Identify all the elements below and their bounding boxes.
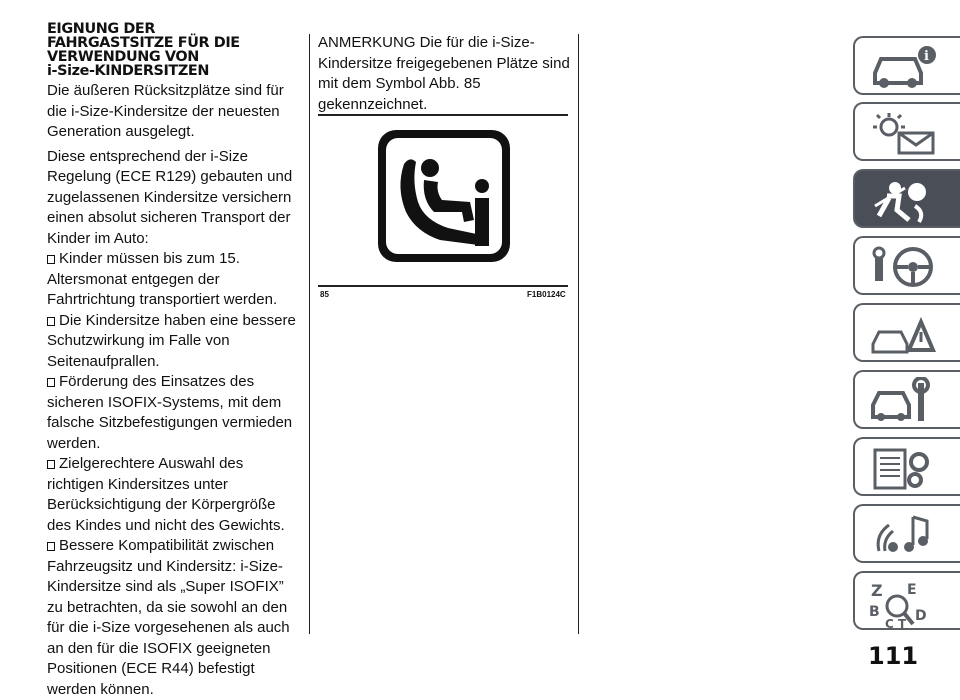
regulation-paragraph: Diese entsprechend der i-Size Regelung (ECE R129) gebauten und zugelassenen Kindersitze versichern einen absolut sicheren Transport der Kinder im Auto: xyxy=(47,147,293,247)
index-icon[interactable] xyxy=(853,571,960,630)
isize-child-seat-icon xyxy=(318,116,568,286)
figure xyxy=(318,116,568,286)
checkbox-bullet-icon xyxy=(47,460,55,469)
figure-bottom-rule xyxy=(318,285,568,287)
bullet-item xyxy=(47,311,299,373)
svg-text:i: i xyxy=(924,49,929,64)
heading-line: i-Size-KINDERSITZEN xyxy=(47,63,209,79)
intro-paragraph: Die äußeren Rücksitzplätze sind für die i-Size-Kindersitze der neuesten Generation ausgelegt. xyxy=(47,82,284,140)
heading-line: EIGNUNG DER xyxy=(47,21,156,37)
left-column xyxy=(47,22,299,700)
column-divider xyxy=(309,34,310,634)
svg-text:D: D xyxy=(915,608,927,624)
airbag-safety-icon[interactable] xyxy=(853,169,960,228)
technical-data-icon[interactable] xyxy=(853,437,960,496)
checkbox-bullet-icon xyxy=(47,255,55,264)
svg-text:Z: Z xyxy=(871,581,883,600)
note-column xyxy=(318,33,580,115)
bullet-text: Bessere Kompatibilität zwischen Fahrzeugsitz und Kindersitz: i-Size-Kindersitze sind als „Super ISOFIX” zu betrachten, da sie sowohl an den für die i-Size vorgesehenen als auch an den für die ISOFIX geeigneten Positionen (ECE R44) befestigt werden können. xyxy=(47,537,290,698)
figure-code: F1B0124C xyxy=(527,290,566,299)
steering-key-icon[interactable] xyxy=(853,236,960,295)
checkbox-bullet-icon xyxy=(47,542,55,551)
svg-text:E: E xyxy=(907,582,917,598)
warning-lights-icon[interactable] xyxy=(853,102,960,161)
column-divider xyxy=(578,34,579,634)
note-text: ANMERKUNG Die für die i-Size-Kindersitze freigegebenen Plätze sind mit dem Symbol Abb. 85 gekennzeichnet. xyxy=(318,34,570,113)
bullet-item xyxy=(47,536,299,700)
maintenance-icon[interactable] xyxy=(853,370,960,429)
bullet-item xyxy=(47,454,299,536)
bullet-text: Zielgerechtere Auswahl des richtigen Kindersitzes unter Berücksichtigung der Körpergröße des Kindes und nicht des Gewichts. xyxy=(47,455,285,534)
multimedia-icon[interactable] xyxy=(853,504,960,563)
page-number: 111 xyxy=(868,642,919,670)
heading-line: VERWENDUNG VON xyxy=(47,49,199,65)
car-info-icon[interactable] xyxy=(853,36,960,95)
figure-number: 85 xyxy=(320,290,329,299)
emergency-icon[interactable] xyxy=(853,303,960,362)
bullet-text: Die Kindersitze haben eine bessere Schutzwirkung im Falle von Seitenaufprallen. xyxy=(47,311,296,370)
checkbox-bullet-icon xyxy=(47,317,55,326)
heading-line: FAHRGASTSITZE FÜR DIE xyxy=(47,35,240,51)
checkbox-bullet-icon xyxy=(47,378,55,387)
section-heading xyxy=(47,22,299,78)
bullet-text: Kinder müssen bis zum 15. Altersmonat entgegen der Fahrtrichtung transportiert werden. xyxy=(47,250,278,308)
svg-text:C T: C T xyxy=(885,617,907,630)
svg-text:B: B xyxy=(869,604,880,620)
bullet-text: Förderung des Einsatzes des sicheren ISOFIX-Systems, mit dem falsche Sitzbefestigungen vermieden werden. xyxy=(47,373,293,452)
bullet-item xyxy=(47,372,299,454)
bullet-item xyxy=(47,249,299,311)
